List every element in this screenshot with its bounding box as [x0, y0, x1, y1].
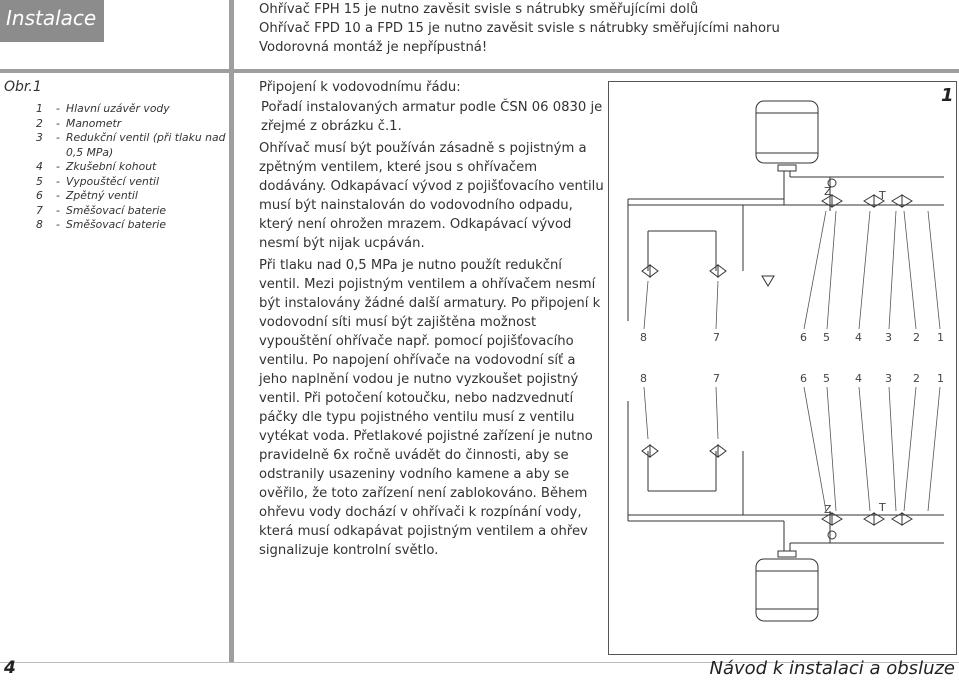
section-tab	[0, 0, 104, 42]
svg-text:6: 6	[800, 372, 807, 385]
legend-item: 5 - Vypouštěcí ventil	[36, 174, 160, 188]
svg-text:8: 8	[640, 372, 647, 385]
svg-text:1: 1	[937, 331, 944, 344]
paragraph: Pořadí instalovaných armatur podle ČSN 06 0830 je zřejmé z obrázku č.1.	[261, 100, 603, 134]
section-heading: Připojení k vodovodnímu řádu:	[259, 80, 461, 95]
pipes-top	[628, 171, 944, 321]
figure-reference: Obr.1	[4, 79, 42, 95]
valves-bottom	[642, 445, 912, 539]
valve-letter-t: T	[879, 501, 886, 514]
pipes-bottom	[628, 401, 944, 551]
top-notes	[259, 0, 780, 57]
labels-top	[640, 331, 944, 344]
svg-text:4: 4	[855, 331, 862, 344]
leader-lines-bottom	[644, 387, 940, 511]
legend-item: 4 - Zkušební kohout	[36, 160, 157, 173]
leader-lines-top	[644, 211, 940, 329]
body-text	[259, 78, 604, 563]
labels-bottom	[640, 372, 944, 385]
legend-item: 2 - Manometr	[36, 116, 122, 130]
svg-text:2: 2	[913, 372, 920, 385]
vertical-divider	[229, 0, 234, 662]
figure-legend	[36, 102, 228, 233]
figure-number: 1	[941, 85, 954, 106]
installation-diagram	[608, 81, 957, 655]
legend-item: 1 - Hlavní uzávěr vody	[36, 102, 170, 115]
svg-text:6: 6	[800, 331, 807, 344]
svg-text:1: 1	[937, 372, 944, 385]
svg-text:3: 3	[885, 372, 892, 385]
svg-text:5: 5	[823, 331, 830, 344]
valve-letter-t: T	[879, 189, 886, 202]
svg-text:5: 5	[823, 372, 830, 385]
legend-item: 3 - Redukční ventil (při tlaku nad 0,5 MPa)	[36, 131, 226, 159]
top-note: Ohřívač FPH 15 je nutno zavěsit svisle s nátrubky směřujícími dolů	[259, 2, 699, 17]
paragraph: Ohřívač musí být používán zásadně s pojistným a zpětným ventilem, které jsou s ohřívačem dodávány. Odkapávací vývod z pojišťovacího ventilu musí být nainstalován do vodovodního odpadu, který není ohrožen mrazem. Odkapávací vývod nesmí být nijak ucpáván.	[259, 141, 604, 251]
heater-bottom	[756, 551, 818, 621]
legend-item: 8 - Směšovací baterie	[36, 218, 167, 231]
svg-text:2: 2	[913, 331, 920, 344]
section-title: Instalace	[6, 6, 97, 30]
legend-item: 6 - Zpětný ventil	[36, 189, 138, 202]
top-note: Vodorovná montáž je nepřípustná!	[259, 40, 488, 55]
page-number: 4	[4, 658, 16, 678]
horizontal-divider	[0, 69, 959, 73]
svg-text:7: 7	[713, 372, 720, 385]
valve-letter-z: Z	[824, 185, 832, 198]
top-note: Ohřívač FPD 10 a FPD 15 je nutno zavěsit svisle s nátrubky směřujícími nahoru	[259, 21, 780, 36]
svg-text:8: 8	[640, 331, 647, 344]
document-title: Návod k instalaci a obsluze	[709, 658, 955, 679]
svg-text:4: 4	[855, 372, 862, 385]
valve-letter-z: Z	[824, 503, 832, 516]
heater-top	[756, 101, 818, 171]
legend-item: 7 - Směšovací baterie	[36, 203, 167, 217]
svg-text:7: 7	[713, 331, 720, 344]
valves-top	[642, 179, 912, 286]
paragraph: Při tlaku nad 0,5 MPa je nutno použít redukční ventil. Mezi pojistným ventilem a ohřívačem nesmí být instalovány žádné další armatury. Po připojení k vodovodní síti musí být zajištěna možnost vypouštění ohřívače např. pomocí pojišťovacího ventilu. Po napojení ohřívače na vodovodní síť a jeho naplnění vodou je nutno vyzkoušet pojistný ventil. Při potočení kotoučku, nebo nadzvednutí páčky dle typu pojistného ventilu musí z ventilu vytékat voda. Přetlakové pojistné zařízení je nutno pravidelně 6x ročně uvádět do činnosti, aby se odstranily usazeniny vodního kamene a aby se ověřilo, že toto zařízení není zablokováno. Během ohřevu vody dochází v ohřívači k rozpínání vody, která musí odkapávat pojistným ventilem a ohřev signalizuje kontrolní světlo.	[259, 258, 601, 558]
svg-text:3: 3	[885, 331, 892, 344]
